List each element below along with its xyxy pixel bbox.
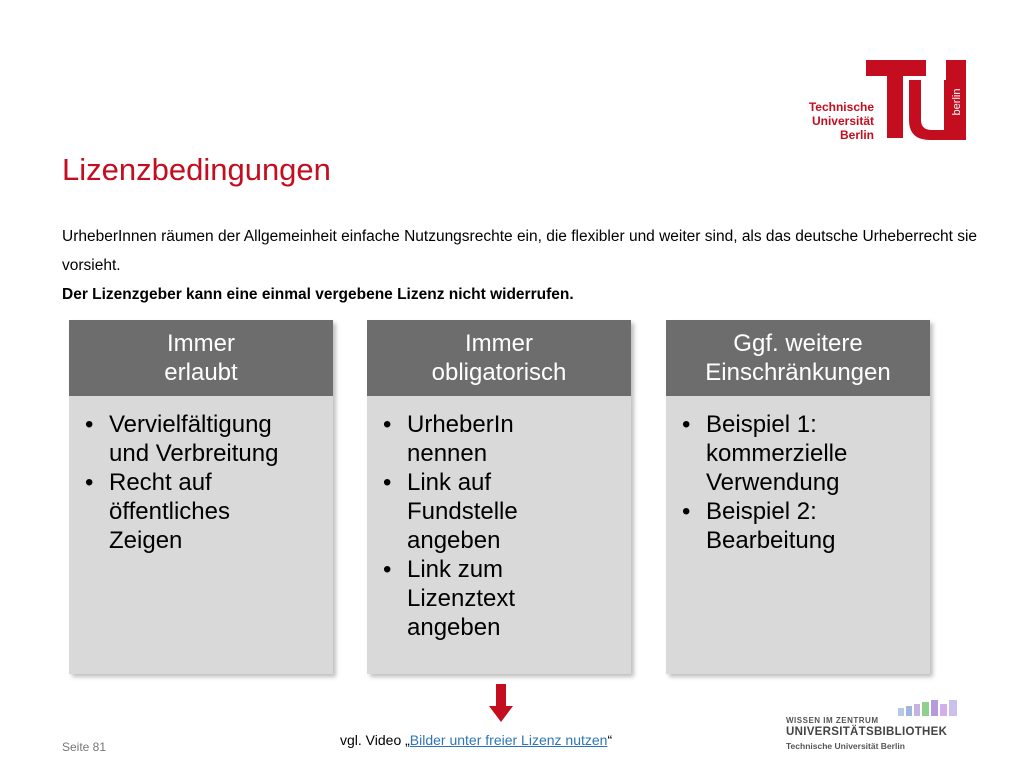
column-heading-label: Immer erlaubt	[164, 330, 238, 386]
column-heading-obligatorisch	[367, 320, 631, 396]
list-item: • Vervielfältigung und Verbreitung	[109, 410, 319, 468]
list-item: • UrheberIn nennen	[407, 410, 617, 468]
video-reference	[340, 732, 612, 748]
list-item: • Recht auf öffentliches Zeigen	[109, 468, 319, 555]
intro-paragraph: UrheberInnen räumen der Allgemeinheit einfache Nutzungsrechte ein, die flexibler und weiter sind, als das deutsche Urheberrecht sie vorsieht.	[62, 228, 978, 274]
tu-logo-text: Technische Universität Berlin	[808, 100, 874, 142]
page-title: Lizenzbedingungen	[62, 152, 331, 187]
intro-bold-statement: Der Lizenzgeber kann eine einmal vergebene Lizenz nicht widerrufen.	[62, 286, 574, 303]
logo-berlin-text: berlin	[951, 88, 963, 116]
list-item: • Beispiel 2: Bearbeitung	[706, 497, 916, 555]
video-prefix: vgl. Video „	[340, 732, 410, 748]
arrow-down-icon	[489, 684, 513, 724]
page-number: Seite 81	[62, 740, 107, 754]
column-body-einschraenkungen	[666, 396, 930, 674]
video-suffix: “	[607, 732, 613, 748]
column-heading-label: Immer obligatorisch	[431, 330, 567, 386]
video-link[interactable]: Bilder unter freier Lizenz nutzen	[409, 732, 608, 748]
column-heading-erlaubt	[69, 320, 333, 396]
ub-university: Technische Universität Berlin	[786, 741, 905, 751]
column-body-obligatorisch	[367, 396, 631, 674]
column-heading-einschraenkungen	[666, 320, 930, 396]
column-heading-label: Ggf. weitere Einschränkungen	[705, 330, 891, 386]
column-body-erlaubt	[69, 396, 333, 674]
list-item: • Link auf Fundstelle angeben	[407, 468, 617, 555]
list-item: • Link zum Lizenztext angeben	[407, 555, 617, 642]
ub-tagline: WISSEN IM ZENTRUM	[786, 716, 879, 725]
list-item: • Beispiel 1: kommerzielle Verwendung	[706, 410, 916, 497]
intro-text	[62, 222, 982, 309]
ub-name: UNIVERSITÄTSBIBLIOTHEK	[786, 726, 948, 738]
